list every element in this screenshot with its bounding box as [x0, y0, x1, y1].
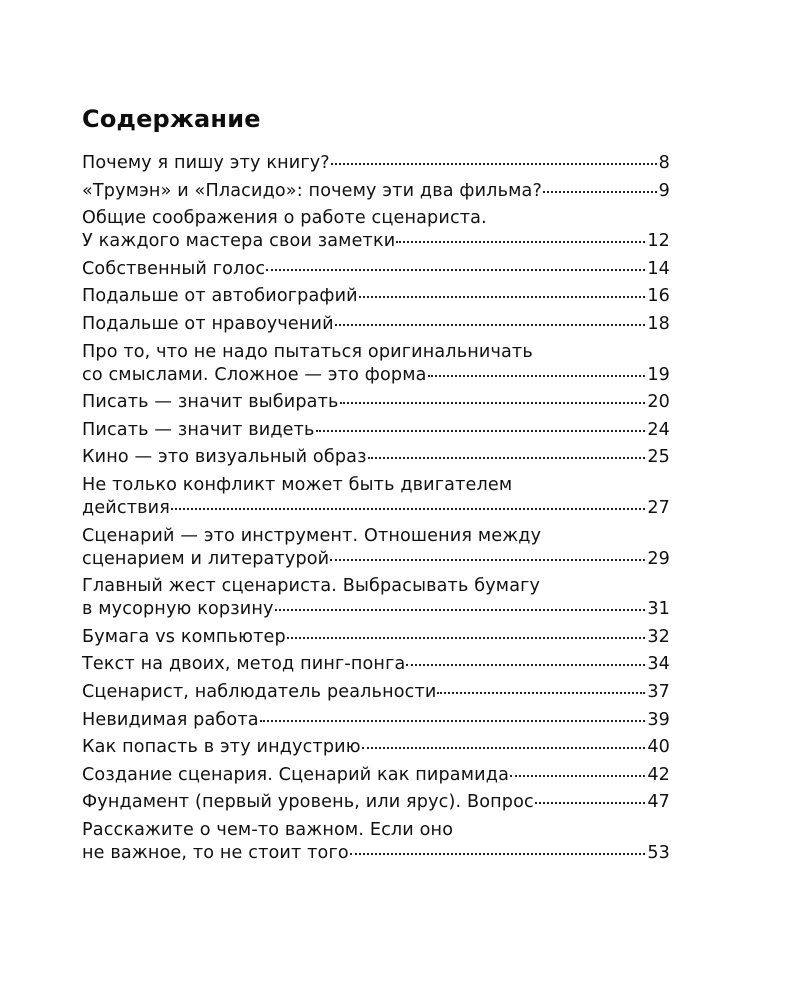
dot-leader	[287, 636, 646, 639]
toc-entry	[82, 819, 670, 865]
toc-entry-last-line	[82, 419, 670, 442]
toc-entry-last-line	[82, 285, 670, 308]
toc-entry	[82, 341, 670, 387]
toc-entry-page-number: 42	[647, 764, 670, 785]
toc-entry	[82, 626, 670, 649]
dot-leader	[335, 323, 646, 326]
toc-entry-page-number: 14	[647, 258, 670, 279]
toc-entry	[82, 474, 670, 520]
toc-entry-last-line	[82, 446, 670, 469]
toc-entry-last-line	[82, 258, 670, 281]
dot-leader	[510, 774, 645, 777]
toc-entry	[82, 525, 670, 571]
toc-entry-title-line: Почему я пишу эту книгу?	[82, 153, 330, 173]
dot-leader	[543, 190, 657, 193]
toc-entry-title-line: Подальше от автобиографий	[82, 286, 358, 307]
dot-leader	[266, 268, 645, 271]
toc-entry-last-line	[82, 391, 670, 414]
toc-entry-last-line	[82, 497, 670, 520]
toc-entry	[82, 653, 670, 676]
toc-entry-last-line	[82, 842, 670, 865]
toc-entry-page-number: 19	[647, 364, 670, 385]
toc-entry	[82, 681, 670, 704]
toc-entry-last-line	[82, 230, 670, 253]
toc-entry-title-line: Создание сценария. Сценарий как пирамида	[82, 764, 509, 785]
toc-entry-last-line	[82, 736, 670, 759]
dot-leader	[406, 663, 645, 666]
toc-title: Содержание	[82, 105, 261, 133]
dot-leader	[350, 852, 646, 855]
toc-entry-title-line: «Трумэн» и «Пласидо»: почему эти два фильма?	[82, 180, 542, 201]
toc-entry-page-number: 16	[647, 286, 670, 307]
toc-entry-page-number: 31	[647, 599, 670, 620]
toc-entry-title-line: действия	[82, 497, 170, 518]
dot-leader	[428, 374, 646, 377]
toc-entry-last-line	[82, 626, 670, 649]
toc-entry-last-line	[82, 791, 670, 814]
toc-entry	[82, 791, 670, 814]
toc-entry-title-line: Подальше от нравоучений	[82, 313, 334, 334]
toc-entry-title-line: Невидимая работа	[82, 709, 259, 730]
toc-entry	[82, 180, 670, 203]
dot-leader	[316, 429, 646, 432]
toc-entry-title-line: У каждого мастера свои заметки	[82, 231, 396, 252]
toc-entry-title-line: Кино — это визуальный образ	[82, 447, 367, 468]
toc-entry-title-line: Про то, что не надо пытаться оригинальничать	[82, 341, 533, 362]
toc-entry	[82, 575, 670, 621]
toc-entry-page-number: 9	[658, 180, 670, 201]
dot-leader	[330, 558, 645, 561]
toc-entry-page-number: 47	[647, 792, 670, 813]
toc-entry-title-line: Расскажите о чем-то важном. Если оно	[82, 819, 454, 840]
toc-entry-page-number: 24	[647, 419, 670, 440]
toc-entry-title-line: Общие соображения о работе сценариста.	[82, 208, 487, 229]
toc-entry	[82, 258, 670, 281]
toc-entry-page-number: 20	[647, 392, 670, 413]
dot-leader	[368, 456, 646, 459]
toc-entry-last-line	[82, 364, 670, 387]
toc-entry	[82, 736, 670, 759]
toc-list	[82, 152, 670, 869]
toc-entry-title-line: со смыслами. Сложное — это форма	[82, 364, 427, 385]
toc-entry-last-line	[82, 548, 670, 571]
toc-entry-title-line: Бумага vs компьютер	[82, 626, 286, 647]
toc-entry-title-line: Главный жест сценариста. Выбрасывать бумагу	[82, 576, 541, 597]
toc-entry-title-line: Фундамент (первый уровень, или ярус). Вопрос	[82, 792, 534, 813]
toc-entry-page-number: 29	[647, 548, 670, 569]
toc-entry-page-number: 53	[647, 842, 670, 863]
dot-leader	[340, 401, 646, 404]
toc-entry-title-line: Текст на двоих, метод пинг-понга	[82, 654, 406, 675]
dot-leader	[275, 608, 646, 611]
toc-entry-page-number: 34	[647, 654, 670, 675]
dot-leader	[331, 162, 657, 165]
toc-entry-page-number: 25	[647, 447, 670, 468]
toc-entry-title-line: Собственный голос	[82, 258, 266, 279]
toc-entry-last-line	[82, 681, 670, 704]
dot-leader	[359, 295, 646, 298]
toc-entry	[82, 207, 670, 253]
dot-leader	[396, 240, 645, 243]
toc-entry-title-line: Не только конфликт может быть двигателем	[82, 474, 513, 495]
toc-entry	[82, 285, 670, 308]
toc-entry-page-number: 32	[647, 626, 670, 647]
toc-entry	[82, 152, 670, 175]
toc-entry-page-number: 18	[647, 313, 670, 334]
toc-entry-title-line: в мусорную корзину	[82, 599, 274, 620]
toc-entry	[82, 709, 670, 732]
toc-entry-page-number: 39	[647, 709, 670, 730]
toc-entry-title-line: сценарием и литературой	[82, 548, 330, 569]
toc-entry-last-line	[82, 598, 670, 621]
toc-entry-last-line	[82, 152, 670, 175]
toc-entry	[82, 391, 670, 414]
toc-entry	[82, 313, 670, 336]
dot-leader	[171, 507, 645, 510]
toc-entry-last-line	[82, 653, 670, 676]
toc-entry	[82, 419, 670, 442]
toc-entry-title-line: Как попасть в эту индустрию	[82, 737, 361, 758]
toc-entry-title-line: Сценарист, наблюдатель реальности	[82, 681, 437, 702]
toc-entry-title-line: Писать — значит выбирать	[82, 392, 339, 413]
toc-entry-page-number: 12	[647, 231, 670, 252]
toc-entry-title-line: Сценарий — это инструмент. Отношения между	[82, 525, 542, 546]
toc-entry	[82, 446, 670, 469]
toc-entry-last-line	[82, 709, 670, 732]
toc-entry-last-line	[82, 313, 670, 336]
dot-leader	[535, 801, 645, 804]
toc-entry-last-line	[82, 764, 670, 787]
toc-entry-page-number: 27	[647, 497, 670, 518]
dot-leader	[437, 691, 645, 694]
dot-leader	[362, 746, 646, 749]
toc-entry-title-line: не важное, то не стоит того	[82, 842, 349, 863]
toc-entry-page-number: 37	[647, 681, 670, 702]
toc-entry-title-line: Писать — значит видеть	[82, 419, 315, 440]
toc-entry-page-number: 8	[658, 153, 670, 173]
toc-entry	[82, 764, 670, 787]
toc-entry-last-line	[82, 180, 670, 203]
dot-leader	[260, 719, 646, 722]
toc-entry-page-number: 40	[647, 737, 670, 758]
